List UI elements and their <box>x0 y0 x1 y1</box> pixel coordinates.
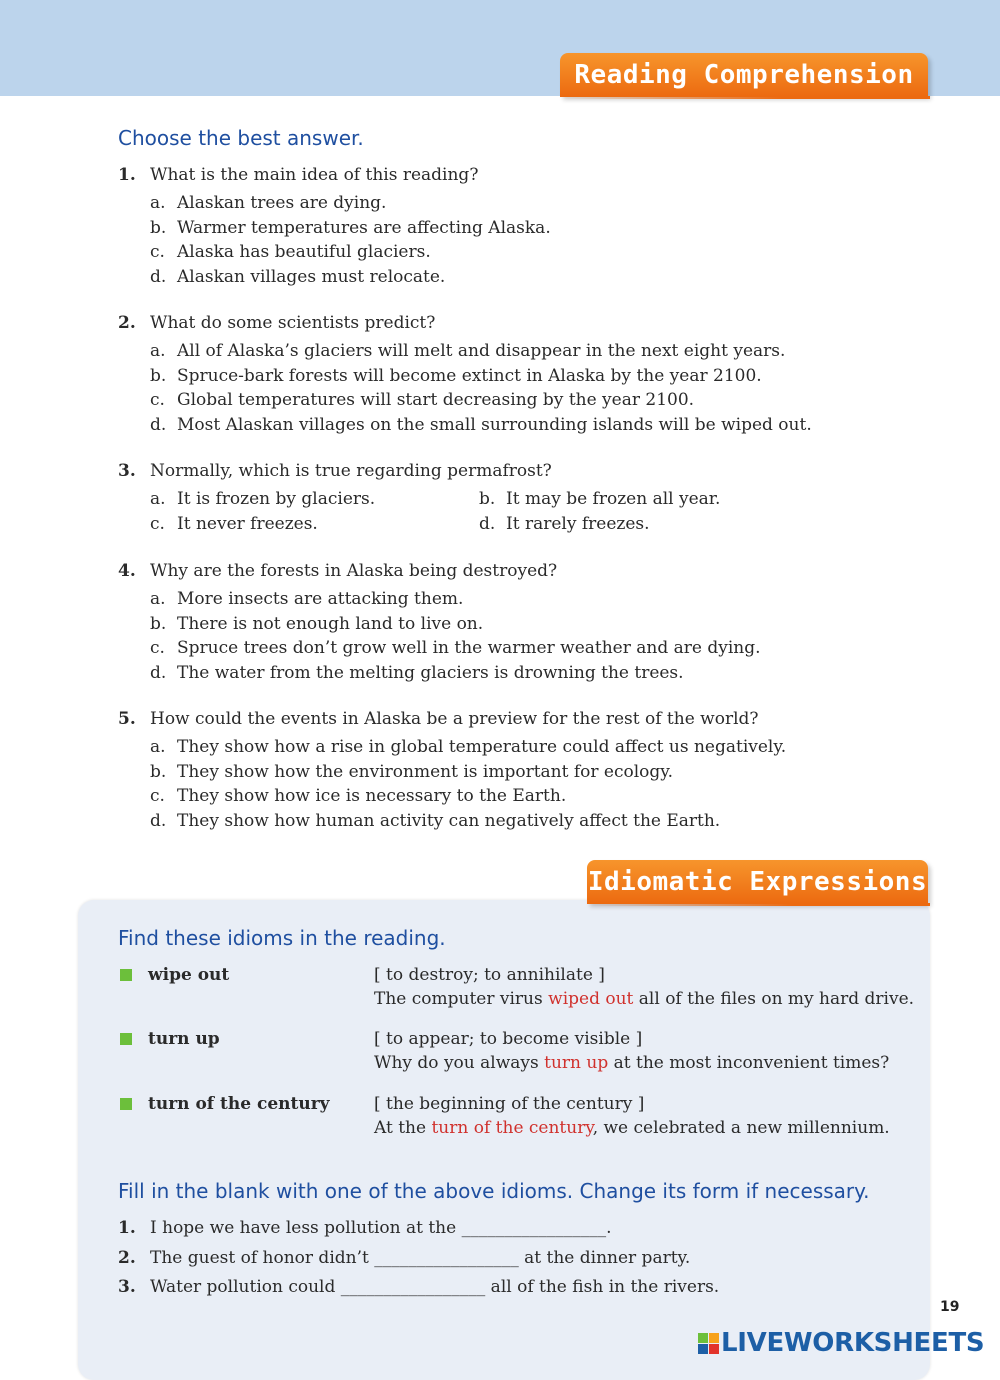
fill-item-2: 2. The guest of honor didn’t _________________ at the dinner party. <box>118 1248 691 1268</box>
blank-field[interactable]: _________________ <box>340 1277 486 1297</box>
question-text: What do some scientists predict? <box>150 313 436 333</box>
option-a[interactable]: a. All of Alaska’s glaciers will melt and disappear in the next eight years. <box>150 341 786 361</box>
fill-instruction: Fill in the blank with one of the above idioms. Change its form if necessary. <box>118 1179 870 1203</box>
option-a[interactable]: a. More insects are attacking them. <box>150 589 464 609</box>
question-3 <box>118 459 779 537</box>
option-a[interactable]: a. Alaskan trees are dying. <box>150 193 387 213</box>
idiom-definition: [ the beginning of the century ] <box>374 1094 645 1114</box>
reading-comprehension-tab: Reading Comprehension <box>560 53 928 97</box>
option-d[interactable]: d. It rarely freezes. <box>479 514 650 534</box>
option-c[interactable]: c. It never freezes. <box>150 514 318 534</box>
bullet-square-icon <box>120 1033 132 1045</box>
question-4 <box>118 559 761 685</box>
bullet-square-icon <box>120 969 132 981</box>
blank-field[interactable]: _________________ <box>374 1248 519 1268</box>
option-d[interactable]: d. Alaskan villages must relocate. <box>150 266 446 287</box>
page-number: 19 <box>940 1299 960 1315</box>
idiom-definition: [ to destroy; to annihilate ] <box>374 965 605 985</box>
idiom-example: The computer virus wiped out all of the files on my hard drive. <box>374 989 915 1009</box>
liveworksheets-watermark <box>698 1328 984 1358</box>
option-d[interactable]: d. They show how human activity can negatively affect the Earth. <box>150 810 721 831</box>
option-b[interactable]: b. They show how the environment is important for ecology. <box>150 761 674 782</box>
question-number: 2. <box>118 313 136 333</box>
reading-tab-underline <box>560 96 930 99</box>
reading-instruction: Choose the best answer. <box>118 126 364 150</box>
option-c[interactable]: c. Spruce trees don’t grow well in the warmer weather and are dying. <box>150 638 761 658</box>
option-d[interactable]: d. The water from the melting glaciers is drowning the trees. <box>150 662 684 683</box>
option-b[interactable]: b. Warmer temperatures are affecting Alaska. <box>150 217 551 238</box>
idiom-term: turn up <box>148 1029 220 1049</box>
idioms-tab-underline <box>587 903 930 906</box>
option-a[interactable]: a. They show how a rise in global temperature could affect us negatively. <box>150 737 787 757</box>
brand-name: LIVEWORKSHEETS <box>721 1328 985 1358</box>
option-d[interactable]: d. Most Alaskan villages on the small surrounding islands will be wiped out. <box>150 414 812 435</box>
question-number: 1. <box>118 165 136 185</box>
fill-item-3: 3. Water pollution could _________________ all of the fish in the rivers. <box>118 1277 720 1297</box>
bullet-square-icon <box>120 1098 132 1110</box>
question-text: How could the events in Alaska be a preview for the rest of the world? <box>150 709 759 729</box>
option-b[interactable]: b. It may be frozen all year. <box>479 489 721 509</box>
question-text: What is the main idea of this reading? <box>150 165 479 185</box>
option-b[interactable]: b. There is not enough land to live on. <box>150 613 484 634</box>
question-1 <box>118 163 551 289</box>
idiom-term: turn of the century <box>148 1094 330 1114</box>
question-2 <box>118 311 812 437</box>
idiom-definition: [ to appear; to become visible ] <box>374 1029 643 1049</box>
idioms-instruction: Find these idioms in the reading. <box>118 926 446 950</box>
idiomatic-expressions-tab: Idiomatic Expressions <box>587 860 928 904</box>
option-a[interactable]: a. It is frozen by glaciers. <box>150 489 376 509</box>
blank-field[interactable]: _________________ <box>461 1218 607 1238</box>
idiom-example: At the turn of the century, we celebrated a new millennium. <box>374 1118 890 1138</box>
question-text: Normally, which is true regarding permafrost? <box>150 461 552 481</box>
idiom-example: Why do you always turn up at the most inconvenient times? <box>374 1053 890 1073</box>
question-number: 5. <box>118 709 136 729</box>
option-c[interactable]: c. They show how ice is necessary to the Earth. <box>150 786 567 806</box>
question-text: Why are the forests in Alaska being destroyed? <box>150 561 558 581</box>
question-number: 4. <box>118 561 136 581</box>
option-c[interactable]: c. Global temperatures will start decreasing by the year 2100. <box>150 390 695 410</box>
option-b[interactable]: b. Spruce-bark forests will become extinct in Alaska by the year 2100. <box>150 365 762 386</box>
question-number: 3. <box>118 461 136 481</box>
idiom-term: wipe out <box>148 965 230 985</box>
question-5 <box>118 707 786 833</box>
fill-item-1: 1. I hope we have less pollution at the _________________. <box>118 1218 612 1238</box>
liveworksheets-logo-icon <box>698 1333 719 1354</box>
option-c[interactable]: c. Alaska has beautiful glaciers. <box>150 242 431 262</box>
